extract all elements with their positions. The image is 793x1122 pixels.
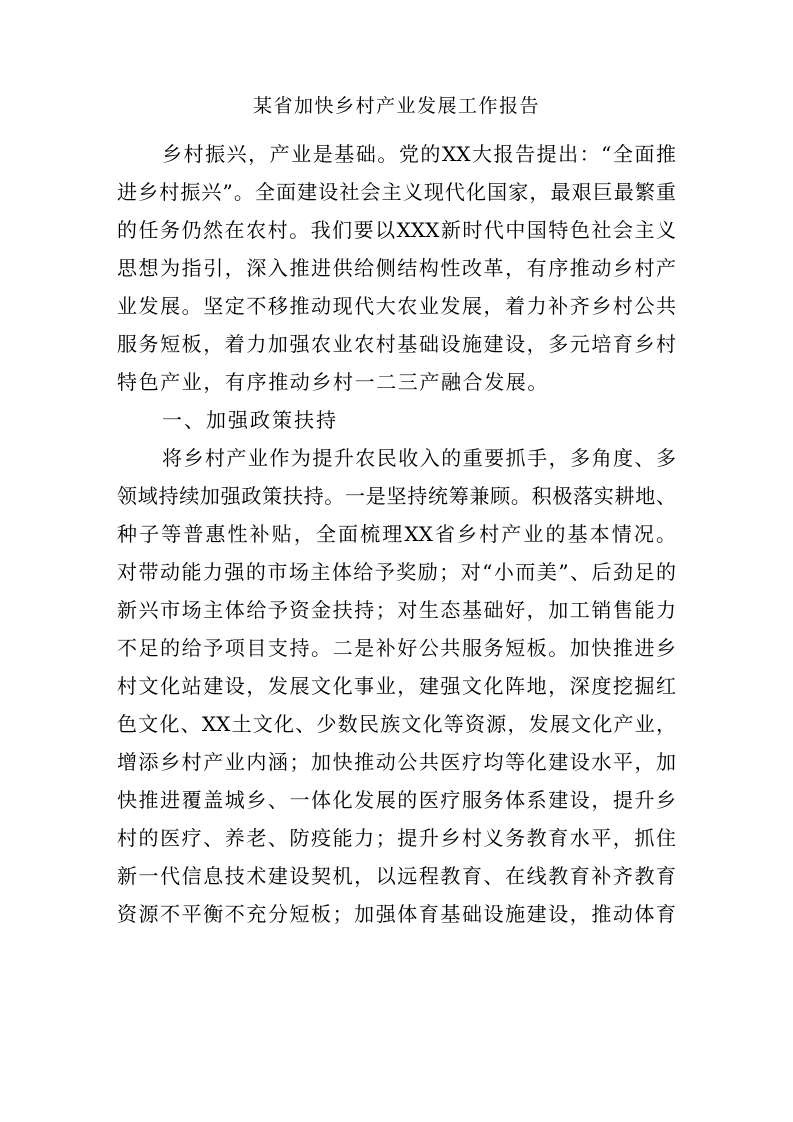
paragraph-line: 领域持续加强政策扶持。一是坚持统筹兼顾。积极落实耕地、: [117, 484, 676, 508]
paragraph-line: 乡村振兴，产业是基础。党的XX大报告提出：“全面推: [162, 142, 676, 166]
paragraph-line: 思想为指引，深入推进供给侧结构性改革，有序推动乡村产: [117, 256, 676, 280]
paragraph-line: 业发展。坚定不移推动现代大农业发展，着力补齐乡村公共: [117, 294, 676, 318]
paragraph-line: 特色产业，有序推动乡村一二三产融合发展。: [117, 370, 549, 394]
paragraph-line: 增添乡村产业内涵；加快推动公共医疗均等化建设水平，加: [117, 750, 676, 774]
paragraph-line: 村的医疗、养老、防疫能力；提升乡村义务教育水平，抓住: [117, 826, 676, 850]
section-heading: 一、加强政策扶持: [162, 408, 338, 432]
document-title: 某省加快乡村产业发展工作报告: [252, 95, 540, 117]
paragraph-line: 种子等普惠性补贴，全面梳理XX省乡村产业的基本情况。: [117, 522, 676, 546]
paragraph-line: 将乡村产业作为提升农民收入的重要抓手，多角度、多: [162, 446, 676, 470]
paragraph-line: 新兴市场主体给予资金扶持；对生态基础好，加工销售能力: [117, 598, 676, 622]
paragraph-line: 进乡村振兴”。全面建设社会主义现代化国家，最艰巨最繁重: [117, 180, 676, 204]
paragraph-line: 服务短板，着力加强农业农村基础设施建设，多元培育乡村: [117, 332, 676, 356]
paragraph-line: 的任务仍然在农村。我们要以XXX新时代中国特色社会主义: [117, 218, 676, 242]
paragraph-line: 新一代信息技术建设契机，以远程教育、在线教育补齐教育: [117, 864, 676, 888]
paragraph-line: 资源不平衡不充分短板；加强体育基础设施建设，推动体育: [117, 902, 676, 926]
paragraph-line: 快推进覆盖城乡、一体化发展的医疗服务体系建设，提升乡: [117, 788, 676, 812]
paragraph-line: 色文化、XX土文化、少数民族文化等资源，发展文化产业，: [117, 712, 676, 736]
paragraph-line: 村文化站建设，发展文化事业，建强文化阵地，深度挖掘红: [117, 674, 676, 698]
paragraph-line: 不足的给予项目支持。二是补好公共服务短板。加快推进乡: [117, 636, 676, 660]
paragraph-line: 对带动能力强的市场主体给予奖励；对“小而美”、后劲足的: [117, 560, 676, 584]
